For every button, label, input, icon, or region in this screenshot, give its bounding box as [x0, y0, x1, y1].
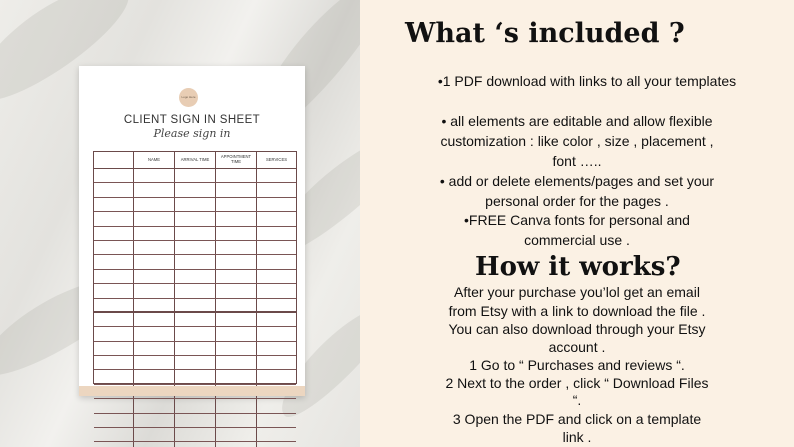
table-cell — [134, 442, 175, 447]
table-cell — [134, 270, 175, 283]
table-cell — [257, 442, 296, 447]
table-cell — [216, 299, 257, 311]
included-line: • add or delete elements/pages and set your — [439, 173, 715, 189]
table-cell — [216, 442, 257, 447]
table-cell — [134, 342, 175, 355]
table-cell — [216, 284, 257, 297]
how-line: 2 Next to the order , click “ Download Files — [445, 375, 709, 391]
column-header: NAME — [134, 152, 175, 168]
table-cell — [94, 212, 134, 225]
column-header: APPOINTMENT TIME — [216, 152, 257, 168]
table-row — [94, 255, 296, 269]
table-cell — [216, 169, 257, 182]
table-cell — [134, 198, 175, 211]
how-heading: How it works? — [475, 252, 681, 282]
table-cell — [134, 370, 175, 383]
table-cell — [94, 342, 134, 355]
table-cell — [94, 198, 134, 211]
included-line: customization : like color , size , placement , — [440, 133, 714, 149]
table-cell — [175, 370, 216, 383]
table-cell — [216, 428, 257, 441]
table-cell — [134, 327, 175, 340]
table-row — [94, 198, 296, 212]
table-row — [94, 241, 296, 255]
table-cell — [134, 313, 175, 326]
table-cell — [94, 327, 134, 340]
table-cell — [134, 227, 175, 240]
table-cell — [257, 212, 296, 225]
sheet-subtitle: Please sign in — [153, 127, 231, 140]
table-cell — [257, 313, 296, 326]
table-cell — [94, 270, 134, 283]
table-cell — [216, 255, 257, 268]
table-row — [94, 183, 296, 197]
table-row — [94, 370, 296, 384]
table-cell — [175, 198, 216, 211]
table-cell — [94, 227, 134, 240]
table-row — [94, 212, 296, 226]
table-cell — [94, 255, 134, 268]
table-row — [94, 313, 296, 327]
table-row — [94, 284, 296, 298]
table-cell — [134, 399, 175, 412]
table-cell — [94, 399, 134, 412]
table-row — [94, 428, 296, 442]
table-cell — [134, 183, 175, 196]
table-cell — [134, 356, 175, 369]
table-cell — [257, 270, 296, 283]
table-cell — [175, 183, 216, 196]
table-cell — [257, 399, 296, 412]
table-cell — [257, 169, 296, 182]
table-cell — [175, 270, 216, 283]
how-line: 3 Open the PDF and click on a template — [452, 411, 702, 427]
table-header — [94, 152, 296, 169]
table-cell — [257, 183, 296, 196]
table-cell — [175, 342, 216, 355]
table-row — [94, 270, 296, 284]
table-row — [94, 327, 296, 341]
table-cell — [175, 313, 216, 326]
table-cell — [134, 212, 175, 225]
table-cell — [216, 241, 257, 254]
table-cell — [134, 299, 175, 311]
included-line: •1 PDF download with links to all your templates — [437, 73, 737, 89]
table-cell — [94, 313, 134, 326]
included-line: personal order for the pages . — [485, 193, 669, 209]
how-line: You can also download through your Etsy — [448, 321, 706, 337]
table-cell — [216, 342, 257, 355]
table-cell — [216, 198, 257, 211]
table-cell — [175, 255, 216, 268]
how-line: account . — [548, 339, 606, 355]
table-cell — [94, 370, 134, 383]
table-row — [94, 399, 296, 413]
table-cell — [257, 255, 296, 268]
column-header: SERVICES — [265, 156, 288, 162]
how-line: link . — [562, 429, 592, 445]
table-cell — [175, 428, 216, 441]
table-cell — [175, 399, 216, 412]
table-cell — [257, 414, 296, 427]
table-cell — [216, 370, 257, 383]
table-cell — [175, 414, 216, 427]
table-cell — [257, 356, 296, 369]
column-header — [94, 152, 134, 168]
table-cell — [175, 299, 216, 311]
table-row — [94, 299, 296, 313]
table-row — [94, 169, 296, 183]
table-cell — [216, 183, 257, 196]
table-cell — [257, 428, 296, 441]
table-cell — [134, 414, 175, 427]
table-cell — [257, 227, 296, 240]
table-cell — [216, 399, 257, 412]
included-line: commercial use . — [524, 232, 630, 248]
table-cell — [134, 284, 175, 297]
table-cell — [216, 270, 257, 283]
table-cell — [94, 169, 134, 182]
table-cell — [175, 356, 216, 369]
table-cell — [134, 255, 175, 268]
included-line: •FREE Canva fonts for personal and — [464, 212, 690, 228]
how-line: “. — [572, 392, 582, 408]
description-panel — [360, 0, 794, 447]
sheet-title: CLIENT SIGN IN SHEET — [123, 114, 261, 126]
how-line: from Etsy with a link to download the file . — [448, 303, 706, 319]
table-cell — [134, 241, 175, 254]
table-cell — [94, 356, 134, 369]
included-line: font ….. — [552, 153, 602, 169]
table-row — [94, 227, 296, 241]
table-row — [94, 356, 296, 370]
table-cell — [257, 327, 296, 340]
table-cell — [94, 284, 134, 297]
included-heading: What ‘s included ? — [405, 18, 685, 49]
included-line: • all elements are editable and allow flexible — [441, 113, 713, 129]
sheet-footer-band — [79, 386, 305, 396]
sign-in-sheet-preview — [79, 66, 305, 396]
table-cell — [175, 241, 216, 254]
table-cell — [257, 284, 296, 297]
table-cell — [216, 313, 257, 326]
table-cell — [257, 241, 296, 254]
table-row — [94, 342, 296, 356]
table-cell — [257, 370, 296, 383]
table-cell — [175, 284, 216, 297]
table-cell — [257, 342, 296, 355]
how-line: 1 Go to “ Purchases and reviews “. — [469, 357, 685, 373]
logo-placeholder — [179, 88, 198, 107]
product-mockup-panel — [0, 0, 360, 447]
table-cell — [94, 299, 134, 311]
table-cell — [216, 212, 257, 225]
table-cell — [257, 198, 296, 211]
table-cell — [94, 414, 134, 427]
table-cell — [216, 356, 257, 369]
table-cell — [175, 169, 216, 182]
how-line: After your purchase you’lol get an email — [454, 284, 700, 300]
column-header: ARRIVAL TIME — [175, 152, 216, 168]
table-cell — [134, 428, 175, 441]
table-cell — [257, 299, 296, 311]
table-cell — [94, 183, 134, 196]
table-cell — [94, 241, 134, 254]
table-cell — [175, 227, 216, 240]
table-cell — [94, 428, 134, 441]
table-cell — [216, 414, 257, 427]
table-cell — [216, 327, 257, 340]
sign-in-table — [93, 151, 297, 384]
logo-text: Logo Here — [181, 95, 196, 99]
table-body — [94, 169, 296, 447]
table-cell — [216, 227, 257, 240]
table-cell — [94, 442, 134, 447]
table-cell — [134, 169, 175, 182]
table-cell — [175, 442, 216, 447]
table-cell — [175, 327, 216, 340]
table-cell — [175, 212, 216, 225]
table-row — [94, 414, 296, 428]
table-row — [94, 442, 296, 447]
